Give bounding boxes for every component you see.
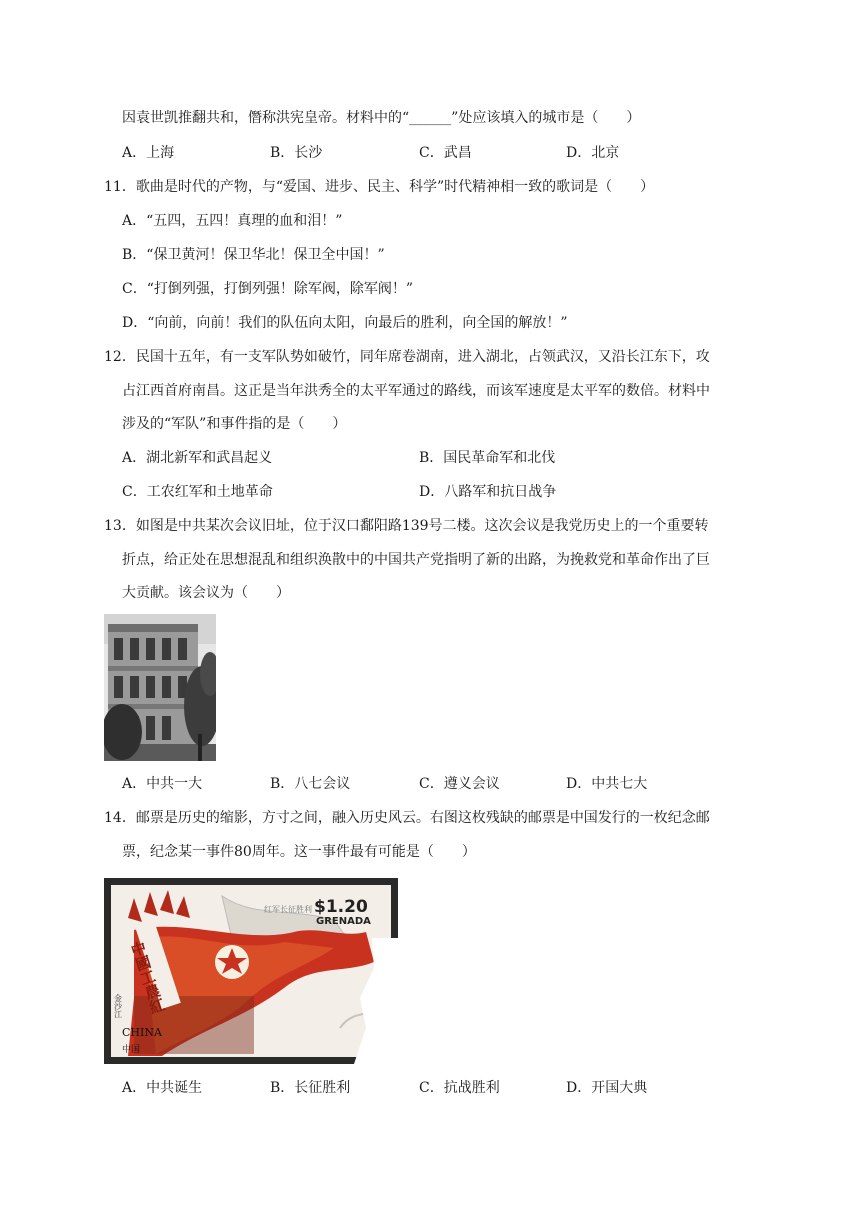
q11-option-a[interactable]: A．“五四，五四！真理的血和泪！” xyxy=(122,213,343,229)
stamp-china-cn: 中国 xyxy=(122,1045,141,1055)
q11-option-b[interactable]: B．“保卫黄河！保卫华北！保卫全中国！” xyxy=(122,247,385,263)
q14-option-c[interactable]: C．抗战胜利 xyxy=(419,1080,500,1096)
q14-option-b[interactable]: B．长征胜利 xyxy=(270,1080,351,1096)
q12-option-a[interactable]: A．湖北新军和武昌起义 xyxy=(122,450,273,466)
q12-option-c[interactable]: C．工农红军和土地革命 xyxy=(122,484,273,500)
q13-stem-line-2: 折点，给正处在思想混乱和组织涣散中的中国共产党指明了新的出路，为挽救党和革命作出了巨 xyxy=(122,552,710,568)
q10-option-b[interactable]: B．长沙 xyxy=(270,145,323,161)
q13-stem-line-1: 13．如图是中共某次会议旧址，位于汉口鄱阳路139号二楼。这次会议是我党历史上的一个重要转 xyxy=(104,518,709,534)
q14-stem-line-2: 票，纪念某一事件80周年。这一事件最有可能是（ ） xyxy=(122,844,476,860)
stamp-flag-text: 中國工農紅 xyxy=(127,938,168,1016)
stamp-header-text: 红军长征胜利 xyxy=(264,905,312,914)
q13-option-b[interactable]: B．八七会议 xyxy=(270,776,351,792)
q12-stem-line-2: 占江西首府南昌。这正是当年洪秀全的太平军通过的路线，而该军速度是太平军的数倍。材料中 xyxy=(122,383,710,399)
q11-stem: 11．歌曲是时代的产物，与“爱国、进步、民主、科学”时代精神相一致的歌词是（ ） xyxy=(104,179,655,195)
q13-option-a[interactable]: A．中共一大 xyxy=(122,776,203,792)
q13-option-c[interactable]: C．遵义会议 xyxy=(419,776,500,792)
q11-option-d[interactable]: D．“向前，向前！我们的队伍向太阳，向最后的胜利，向全国的解放！” xyxy=(122,315,568,331)
stamp-side-text: 金沙江 xyxy=(113,994,123,1018)
q10-stem-tail: 因袁世凯推翻共和，僭称洪宪皇帝。材料中的“______”处应该填入的城市是（ ） xyxy=(122,110,641,126)
q13-stem-line-3: 大贡献。该会议为（ ） xyxy=(122,585,290,601)
stamp-country: GRENADA xyxy=(316,916,371,927)
q10-option-a[interactable]: A．上海 xyxy=(122,145,175,161)
q12-option-b[interactable]: B．国民革命军和北伐 xyxy=(419,450,556,466)
q11-option-c[interactable]: C．“打倒列强，打倒列强！除军阀，除军阀！” xyxy=(122,281,414,297)
q14-stem-line-1: 14．邮票是历史的缩影，方寸之间，融入历史风云。右图这枚残缺的邮票是中国发行的一枚纪念邮 xyxy=(104,810,710,826)
stamp-price: $1.20 xyxy=(314,897,368,917)
q14-option-a[interactable]: A．中共诞生 xyxy=(122,1080,203,1096)
meeting-site-photo xyxy=(104,614,216,761)
q12-stem-line-1: 12．民国十五年，有一支军队势如破竹，同年席卷湖南，进入湖北，占领武汉，又沿长江东下，攻 xyxy=(104,349,710,365)
q10-option-d[interactable]: D．北京 xyxy=(566,145,620,161)
commemorative-stamp-image xyxy=(104,878,398,1064)
q12-option-d[interactable]: D．八路军和抗日战争 xyxy=(419,484,557,500)
stamp-china-label: CHINA xyxy=(122,1026,162,1039)
q14-option-d[interactable]: D．开国大典 xyxy=(566,1080,648,1096)
q13-option-d[interactable]: D．中共七大 xyxy=(566,776,648,792)
q12-stem-line-3: 涉及的“军队”和事件指的是（ ） xyxy=(122,416,347,432)
q10-option-c[interactable]: C．武昌 xyxy=(419,145,472,161)
